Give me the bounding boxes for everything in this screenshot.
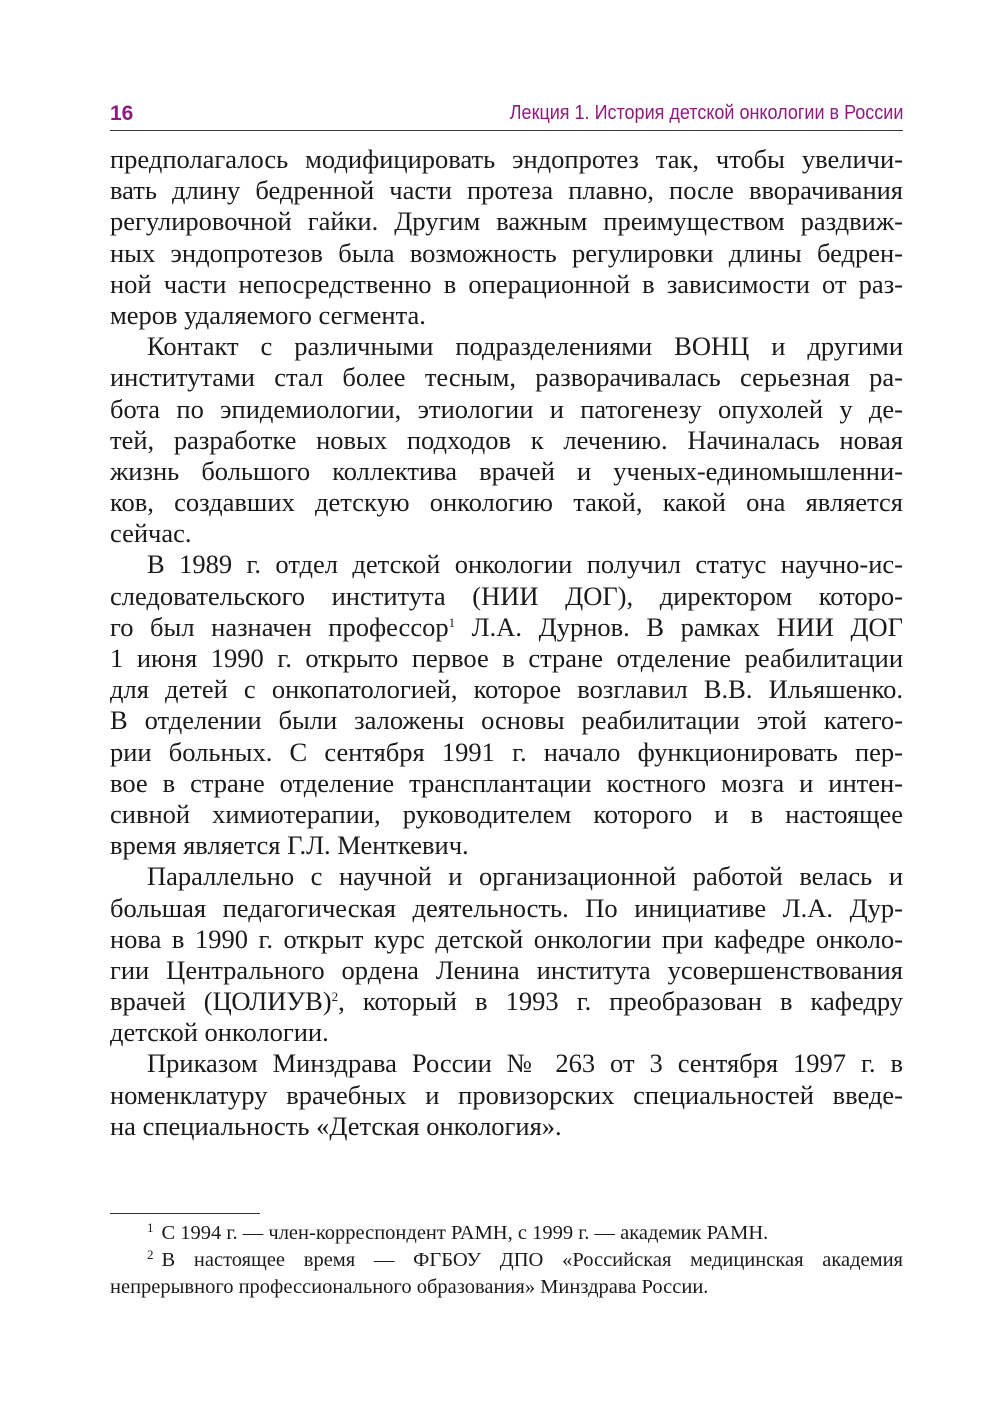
text-line: детской онкологии. [110,1017,329,1048]
text-line: ков, создавших детскую онкологию такой, какой она является [110,487,903,518]
text-line: меров удаляемого сегмента. [110,299,426,330]
text-fragment: , который в 1993 г. преобразован в кафедру [338,986,903,1017]
footnote-divider [110,1213,260,1214]
text-line: В 1989 г. отдел детской онкологии получил статус научно-ис- [147,549,903,580]
text-line: Контакт с различными подразделениями ВОНЦ и другими [147,331,903,362]
text-line: на специальность «Детская онкология». [110,1110,562,1141]
text-line: институтами стал более тесным, разворачивалась серьезная ра- [110,362,903,393]
page-number: 16 [110,102,134,125]
text-line: для детей с онкопатологией, которое возглавил В.В. Ильяшенко. [110,674,903,705]
text-line: большая педагогическая деятельность. По инициативе Л.А. Дур- [110,892,903,923]
paragraph-5 [110,1048,903,1142]
paragraph-4 [110,861,903,1048]
text-line: предполагалось модифицировать эндопротез так, чтобы увеличи- [110,144,903,174]
text-line: ной части непосредственно в операционной в зависимости от раз- [110,268,903,299]
text-fragment: го был назначен профессор [110,611,449,642]
text-line: гии Центрального ордена Ленина института усовершенствования [110,954,903,985]
footnote-ref-1: 1 [448,614,456,630]
main-text [110,144,903,1142]
text-fragment: врачей (ЦОЛИУВ) [110,986,332,1017]
footnote-mark: 1 [147,1220,154,1235]
footnote-mark: 2 [147,1247,154,1262]
text-line [110,986,903,1017]
paragraph-2 [110,331,903,549]
footnotes [110,1220,903,1301]
text-line: жизнь большого коллектива врачей и ученых-единомышленни- [110,455,903,486]
text-line: Приказом Минздрава России № 263 от 3 сентября 1997 г. в [147,1048,903,1079]
footnote-1 [110,1220,903,1247]
text-line: следовательского института (НИИ ДОГ), директором которо- [110,580,903,611]
text-line: 1 июня 1990 г. открыто первое в стране отделение реабилитации [110,643,903,673]
text-line: рии больных. С сентября 1991 г. начало функционировать пер- [110,736,903,767]
footnote-2 [110,1247,903,1274]
text-line: время является Г.Л. Менткевич. [110,830,469,861]
text-line: сейчас. [110,518,192,549]
text-line: вать длину бедренной части протеза плавно, после вворачивания [110,175,903,206]
footnote-ref-2: 2 [331,989,339,1005]
text-line: ных эндопротезов была возможность регулировки длины бедрен- [110,237,903,268]
text-line [110,612,903,643]
footnote-text: С 1994 г. — член-корреспондент РАМН, с 1999 г. — академик РАМН. [161,1222,769,1244]
page-header [110,100,903,131]
paragraph-1 [110,144,903,331]
text-line: тей, разработке новых подходов к лечению. Начиналась новая [110,424,903,455]
footnote-text: непрерывного профессионального образования» Минздрава России. [110,1276,709,1298]
text-line: В отделении были заложены основы реабилитации этой катего- [110,705,903,736]
text-line: Параллельно с научной и организационной работой велась и [147,861,903,892]
text-line: регулировочной гайки. Другим важным преимуществом раздвиж- [110,206,903,237]
paragraph-3 [110,549,903,861]
footnote-text: В настоящее время — ФГБОУ ДПО «Российская медицинская академия [161,1249,903,1271]
text-fragment: Л.А. Дурнов. В рамках НИИ ДОГ [455,611,903,642]
text-line: нова в 1990 г. открыт курс детской онкологии при кафедре онколо- [110,923,903,954]
text-line: номенклатуру врачебных и провизорских специальностей введе- [110,1079,903,1110]
text-line: вое в стране отделение трансплантации костного мозга и интен- [110,767,903,798]
text-line: бота по эпидемиологии, этиологии и патогенезу опухолей у де- [110,393,903,424]
running-title: Лекция 1. История детской онкологии в России [509,102,903,124]
text-line: сивной химиотерапии, руководителем которого и в настоящее [110,798,903,829]
